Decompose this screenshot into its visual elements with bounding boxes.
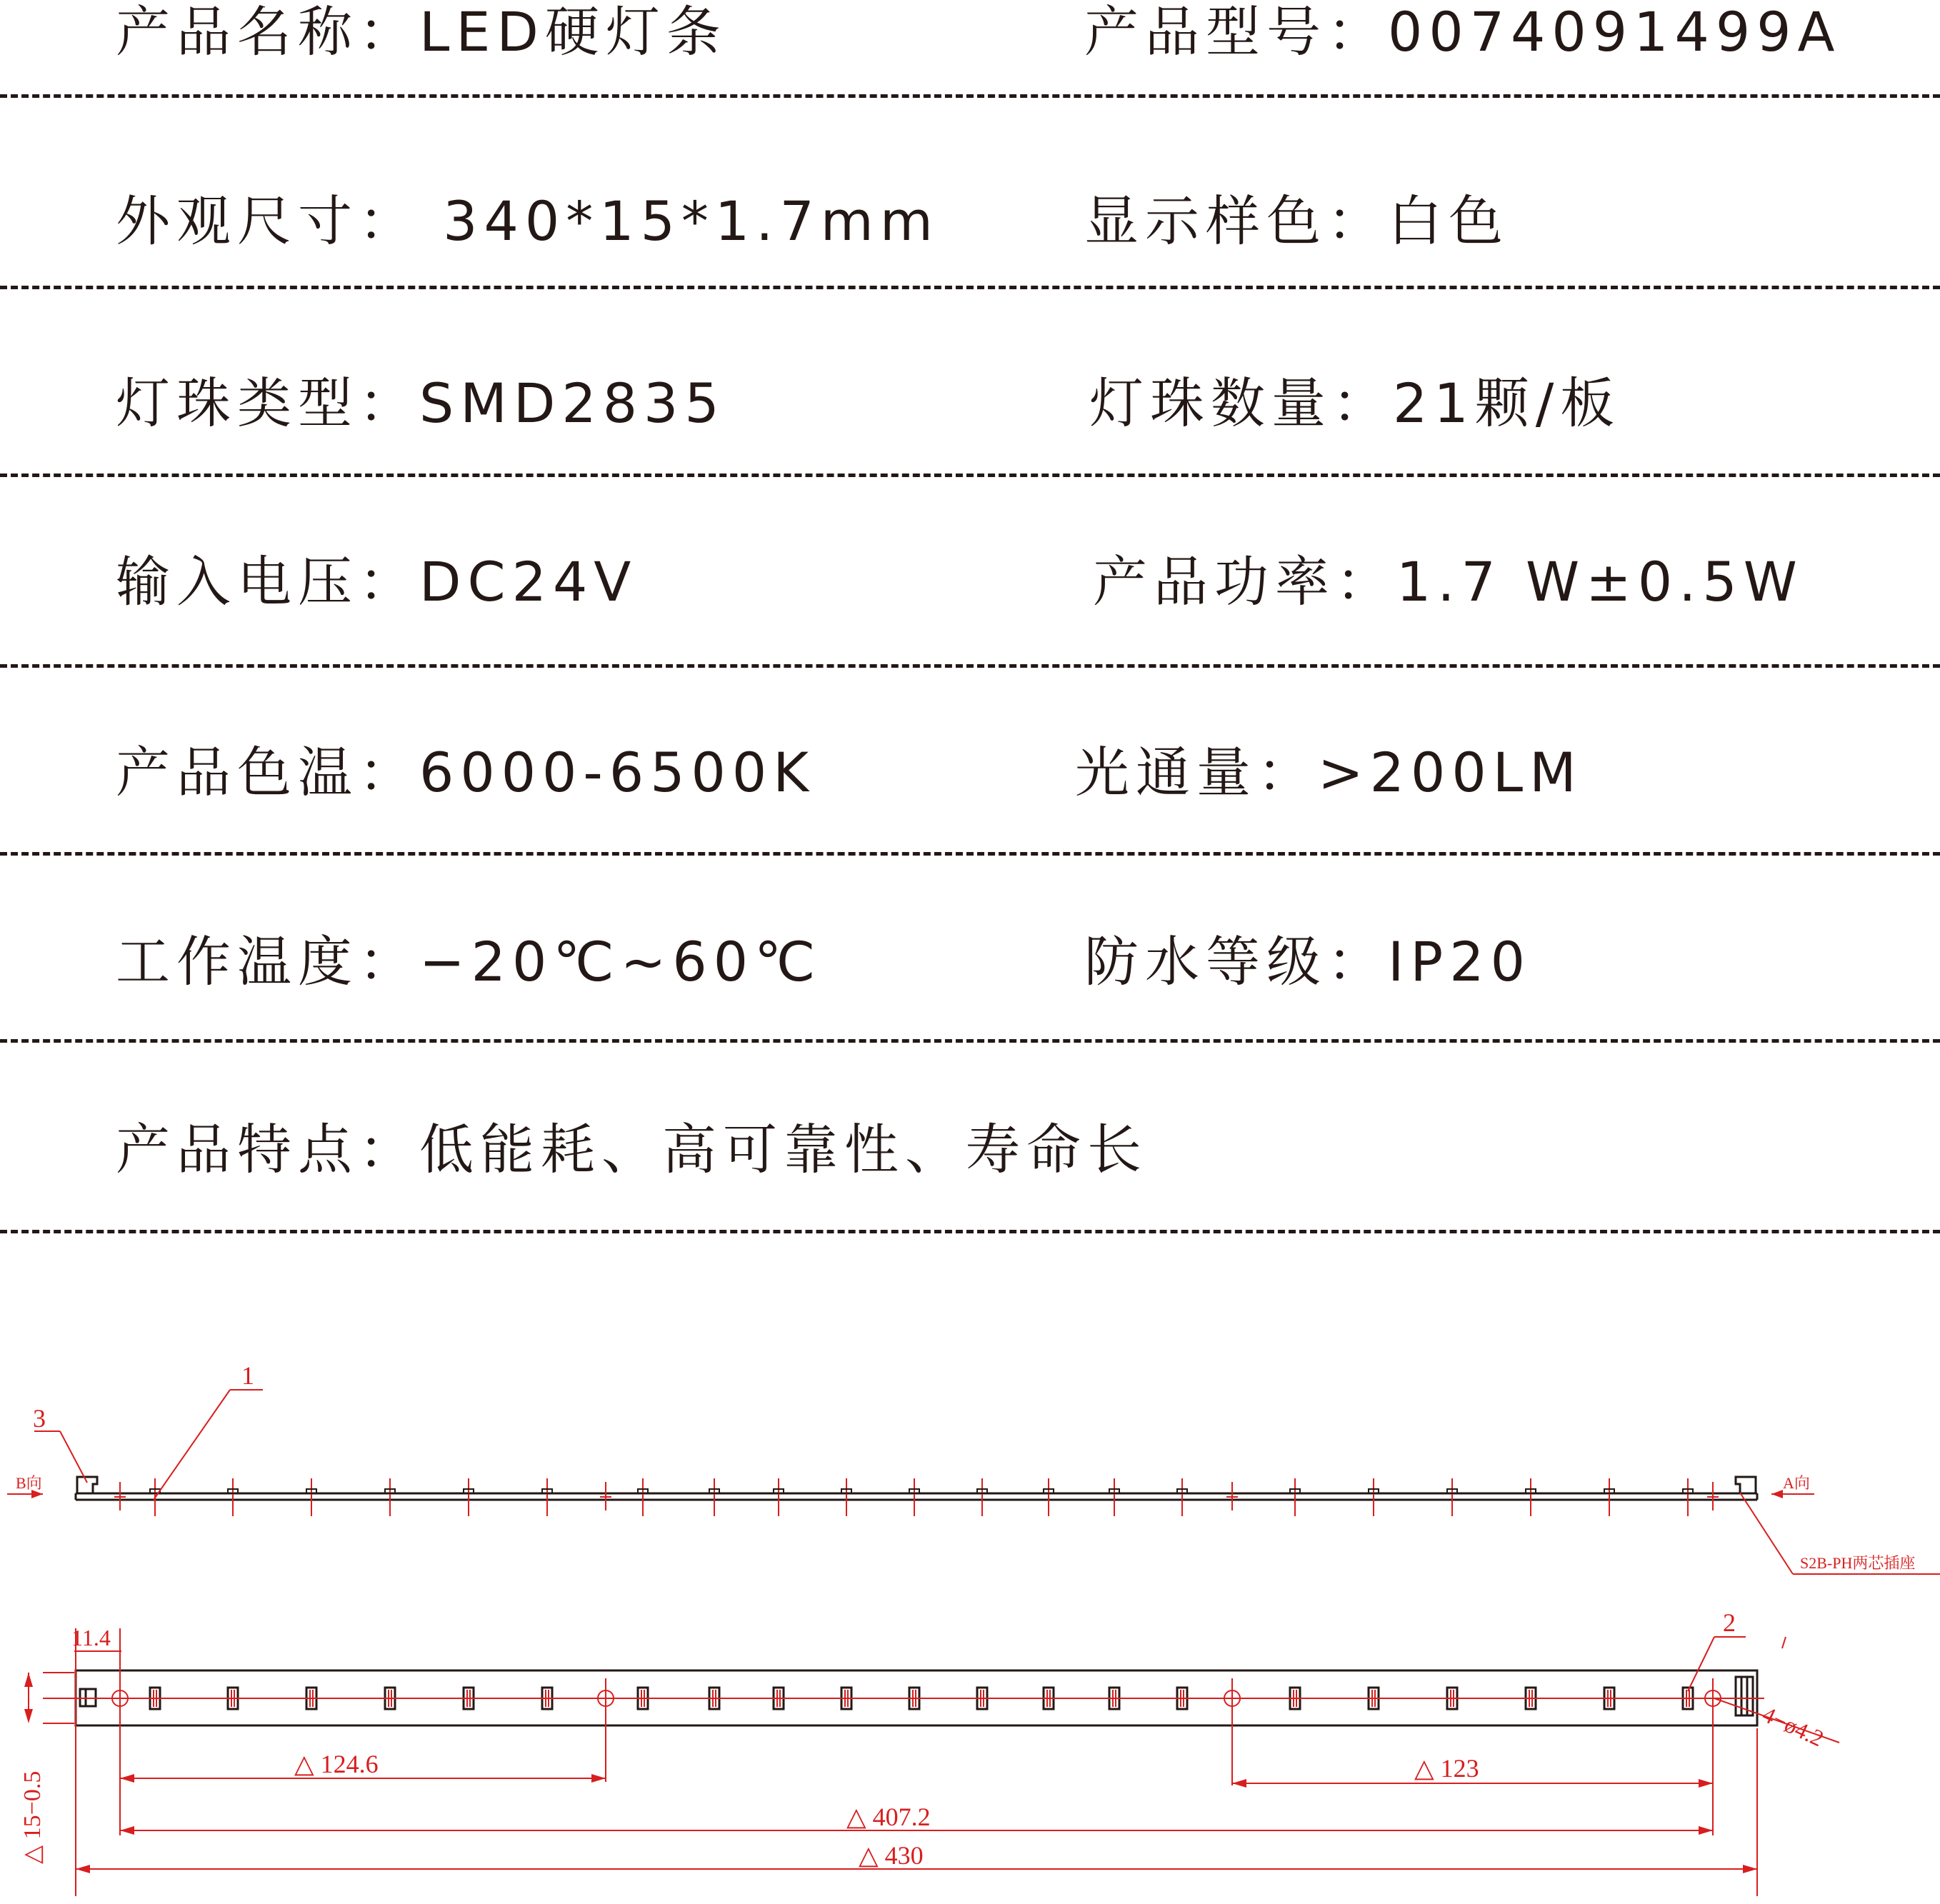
dim-end-offset: 11.4 [71, 1625, 111, 1650]
spec-value: 6000-6500K [419, 741, 816, 804]
led-side-marker [774, 1478, 784, 1516]
technical-drawing [0, 1343, 1940, 1904]
led-side-marker [909, 1478, 919, 1516]
direction-b-label: B向 [16, 1474, 42, 1492]
connector-note: S2B-PH两芯插座 [1800, 1554, 1916, 1572]
spec-value: 低能耗、高可靠性、寿命长 [419, 1118, 1148, 1181]
spec-value: 白色 [1388, 189, 1509, 253]
dim-width: △ 15−0.5 [19, 1770, 46, 1864]
led-side-marker [228, 1478, 238, 1516]
spec-value: SMD2835 [419, 371, 726, 435]
spec-value: >200LM [1318, 741, 1583, 804]
dashed-divider [0, 1230, 1940, 1233]
led-side-marker [638, 1478, 648, 1516]
spec-label: 产品功率： [1093, 550, 1396, 613]
spec-row-color [0, 730, 1940, 816]
side-view [76, 1477, 1757, 1516]
spec-cell-right [1075, 730, 1583, 816]
led-side-marker [1109, 1478, 1119, 1516]
dashed-divider [0, 664, 1940, 668]
spec-cell-left [116, 539, 637, 625]
dashed-divider [0, 474, 1940, 477]
led-side-marker [709, 1478, 719, 1516]
led-side-marker [385, 1478, 395, 1516]
spec-label: 输入电压： [116, 550, 419, 613]
spec-label: 光通量： [1075, 741, 1318, 804]
dim-hole-span: △ 407.2 [846, 1803, 931, 1831]
spec-value: DC24V [419, 550, 638, 613]
led-side-marker [1526, 1478, 1536, 1516]
spec-label: 产品特点： [116, 1118, 419, 1181]
spec-value: 340*15*1.7mm [419, 189, 939, 253]
spec-value: 0074091499A [1388, 0, 1841, 64]
spec-row-temperature [0, 919, 1940, 1005]
led-side-marker [1044, 1478, 1054, 1516]
dimension-group [7, 1390, 1940, 1896]
spec-cell-right [1084, 0, 1841, 75]
spec-cell-left [116, 919, 821, 1005]
spec-cell-left [116, 179, 939, 264]
dashed-divider [0, 1039, 1940, 1043]
spec-label: 工作温度： [116, 930, 419, 993]
led-side-marker [306, 1478, 316, 1516]
spec-label: 显示样色： [1084, 189, 1388, 253]
spec-cell-right [1093, 539, 1804, 625]
spec-cell-right [1084, 919, 1531, 1005]
led-side-marker [1290, 1478, 1300, 1516]
dim-total-length: △ 430 [859, 1841, 924, 1870]
callout-1: 1 [241, 1361, 254, 1390]
spec-cell-left [116, 0, 727, 75]
led-side-marker [1604, 1478, 1614, 1516]
spec-label: 产品名称： [116, 0, 419, 64]
spec-cell-right [1084, 179, 1509, 264]
spec-row-power [0, 539, 1940, 625]
hole-note: 4−ø4.2 [1759, 1700, 1828, 1752]
spec-value: IP20 [1388, 930, 1531, 993]
spec-label: 灯珠数量： [1089, 371, 1393, 435]
spec-cell-left [116, 1107, 1148, 1193]
spec-label: 产品型号： [1084, 0, 1388, 64]
connector-left-icon [77, 1477, 97, 1493]
connector-right-icon [1736, 1477, 1756, 1493]
spec-cell-left [116, 361, 726, 446]
hole-side-marker [114, 1482, 126, 1510]
spec-value: 21颗/板 [1393, 371, 1621, 435]
led-side-marker [1177, 1478, 1187, 1516]
spec-label: 灯珠类型： [116, 371, 419, 435]
hole-side-marker [1226, 1482, 1238, 1510]
spec-label: 产品色温： [116, 741, 419, 804]
hole-side-marker [600, 1482, 611, 1510]
led-side-marker [977, 1478, 987, 1516]
spec-value: LED硬灯条 [419, 0, 727, 64]
callout-3: 3 [33, 1404, 46, 1433]
spec-row-name [0, 0, 1940, 75]
hole-side-marker [1707, 1482, 1719, 1510]
spec-label: 外观尺寸： [116, 189, 419, 253]
led-side-marker [1683, 1478, 1693, 1516]
spec-row-led [0, 361, 1940, 446]
spec-row-size [0, 179, 1940, 264]
led-side-marker [464, 1478, 474, 1516]
dashed-divider [0, 94, 1940, 98]
spec-row-features [0, 1107, 1940, 1193]
dashed-divider [0, 852, 1940, 856]
direction-a-label: A向 [1783, 1474, 1810, 1492]
led-side-marker [542, 1478, 552, 1516]
dim-pitch-left: △ 124.6 [294, 1750, 379, 1778]
led-side-marker [1369, 1478, 1379, 1516]
dim-pitch-right: △ 123 [1414, 1754, 1479, 1783]
spec-value: −20℃~60℃ [419, 930, 822, 993]
spec-label: 防水等级： [1084, 930, 1388, 993]
spec-value: 1.7 W±0.5W [1396, 550, 1804, 613]
side-led-group [114, 1478, 1719, 1516]
spec-cell-left [116, 730, 815, 816]
callout-2: 2 [1723, 1608, 1736, 1637]
dashed-divider [0, 286, 1940, 289]
spec-cell-right [1089, 361, 1621, 446]
led-side-marker [1447, 1478, 1457, 1516]
led-side-marker [841, 1478, 851, 1516]
